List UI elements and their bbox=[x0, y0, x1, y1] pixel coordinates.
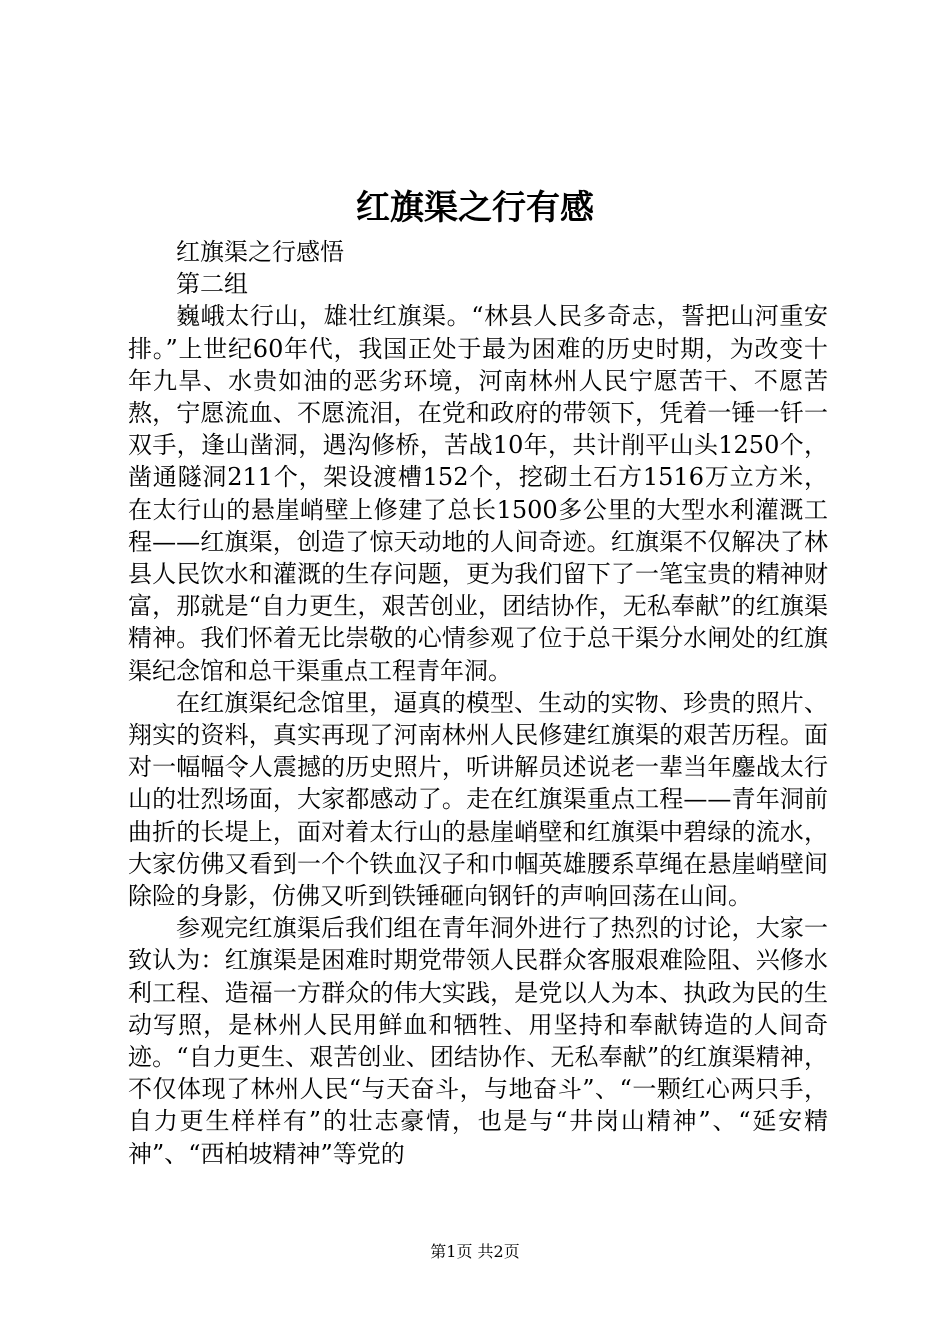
page-footer: 第1页 共2页 bbox=[430, 1242, 520, 1261]
subtitle: 红旗渠之行感悟 bbox=[176, 238, 344, 266]
paragraph-2: 在红旗渠纪念馆里，逼真的模型、生动的实物、珍贵的照片、翔实的资料，真实再现了河南林州人民修建红旗渠的艰苦历程。面对一幅幅令人震撼的历史照片，听讲解员述说老一辈当年鏖战太行山的壮烈场面，大家都感动了。走在红旗渠重点工程——青年洞前曲折的长堤上，面对着太行山的悬崖峭壁和红旗渠中碧绿的流水，大家仿佛又看到一个个铁血汉子和巾帼英雄腰系草绳在悬崖峭壁间除险的身影，仿佛又听到铁锤砸向钢钎的声响回荡在山间。 bbox=[128, 688, 828, 911]
paragraph-3: 参观完红旗渠后我们组在青年洞外进行了热烈的讨论，大家一致认为：红旗渠是困难时期党带领人民群众客服艰难险阻、兴修水利工程、造福一方群众的伟大实践，是党以人为本、执政为民的生动写照，是林州人民用鲜血和牺牲、用坚持和奉献铸造的人间奇迹。“自力更生、艰苦创业、团结协作、无私奉献”的红旗渠精神，不仅体现了林州人民“与天奋斗，与地奋斗”、“一颗红心两只手，自力更生样样有”的壮志豪情，也是与“井岗山精神”、“延安精神”、“西柏坡精神”等党的 bbox=[128, 914, 828, 1168]
page-title: 红旗渠之行有感 bbox=[356, 188, 594, 228]
document-body bbox=[128, 236, 828, 1170]
paragraph-1: 巍峨太行山，雄壮红旗渠。“林县人民多奇志，誓把山河重安排。”上世纪60年代，我国正处于最为困难的历史时期，为改变十年九旱、水贵如油的恶劣环境，河南林州人民宁愿苦干、不愿苦熬，宁愿流血、不愿流泪，在党和政府的带领下，凭着一锤一钎一双手，逢山凿洞，遇沟修桥，苦战10年，共计削平山头1250个，凿通隧洞211个，架设渡槽152个，挖砌土石方1516万立方米，在太行山的悬崖峭壁上修建了总长1500多公里的大型水利灌溉工程——红旗渠，创造了惊天动地的人间奇迹。红旗渠不仅解决了林县人民饮水和灌溉的生存问题，更为我们留下了一笔宝贵的精神财富，那就是“自力更生，艰苦创业，团结协作，无私奉献”的红旗渠精神。我们怀着无比崇敬的心情参观了位于总干渠分水闸处的红旗渠纪念馆和总干渠重点工程青年洞。 bbox=[128, 302, 828, 685]
group-label: 第二组 bbox=[176, 270, 248, 299]
